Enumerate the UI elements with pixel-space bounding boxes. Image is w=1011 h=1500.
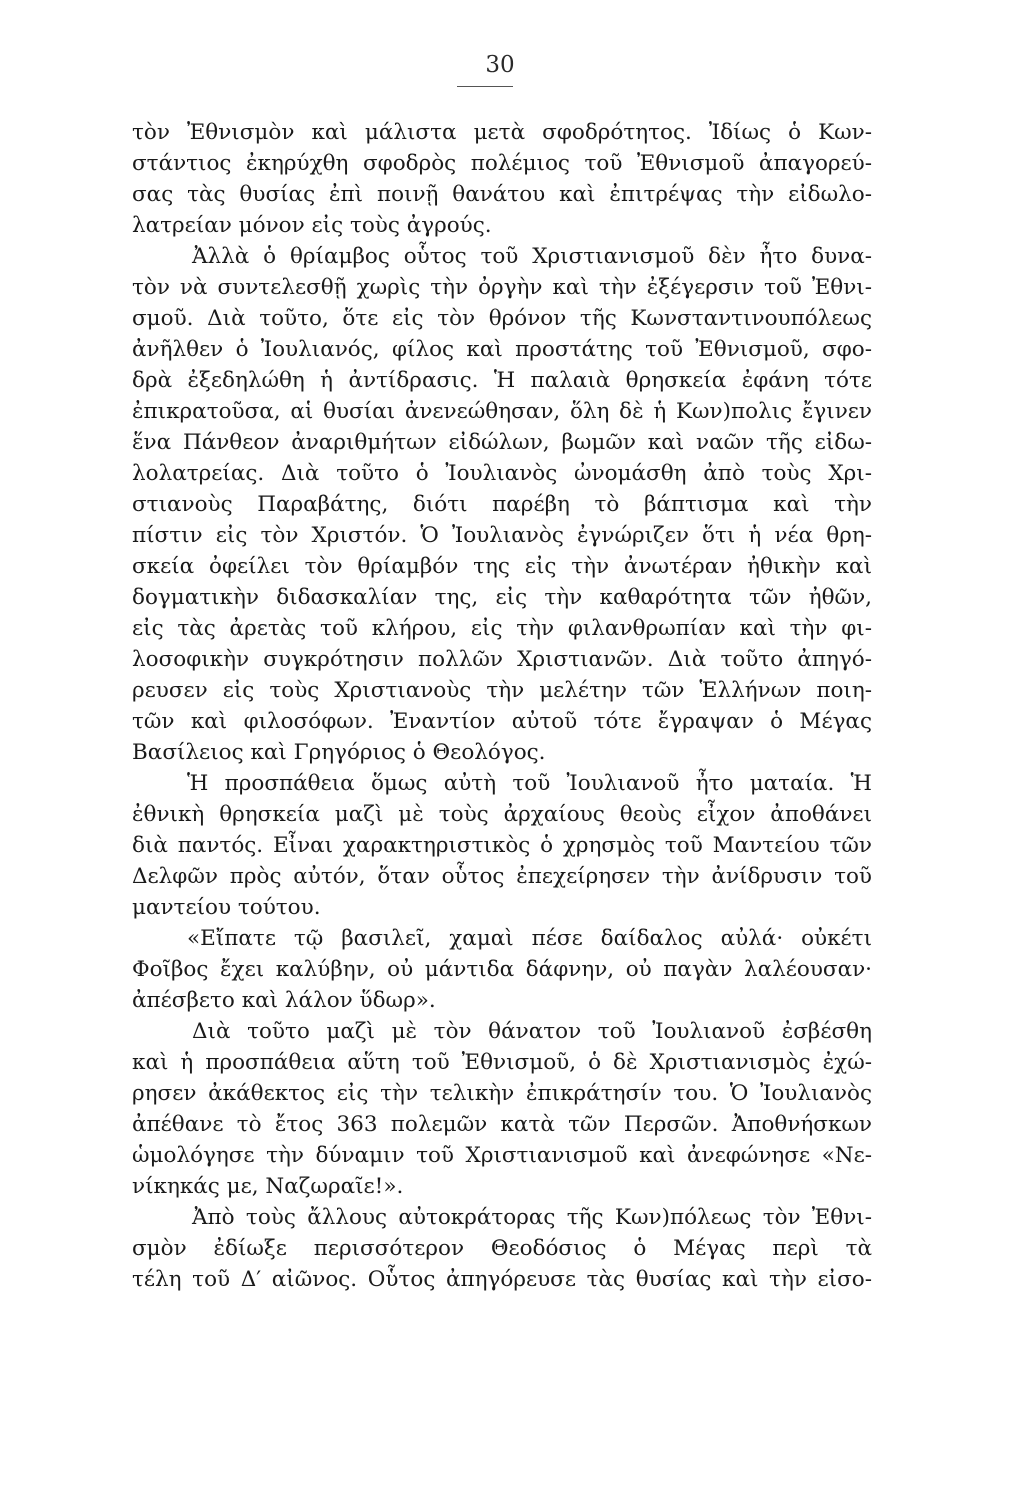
text-line: σμοῦ. Διὰ τοῦτο, ὅτε εἰς τὸν θρόνον τῆς Κωνσταντινουπόλεως bbox=[132, 306, 872, 331]
text-line: διὰ παντός. Εἶναι χαρακτηριστικὸς ὁ χρησμὸς τοῦ Μαντείου τῶν bbox=[132, 833, 872, 858]
text-line: ἕνα Πάνθεον ἀναριθμήτων εἰδώλων, βωμῶν καὶ ναῶν τῆς εἰδω- bbox=[132, 430, 872, 455]
text-line: Διὰ τοῦτο μαζὶ μὲ τὸν θάνατον τοῦ Ἰουλιανοῦ ἐσβέσθη bbox=[192, 1019, 872, 1044]
text-line: τῶν καὶ φιλοσόφων. Ἐναντίον αὐτοῦ τότε ἔγραψαν ὁ Μέγας bbox=[132, 709, 872, 734]
text-line: Δελφῶν πρὸς αὐτόν, ὅταν οὗτος ἐπεχείρησεν τὴν ἀνίδρυσιν τοῦ bbox=[132, 864, 872, 889]
quote-line: Φοῖβος ἔχει καλύβην, οὐ μάντιδα δάφνην, οὐ παγὰν λαλέουσαν· bbox=[132, 957, 872, 982]
text-line: σας τὰς θυσίας ἐπὶ ποινῇ θανάτου καὶ ἐπιτρέψας τὴν εἰδωλο- bbox=[132, 182, 872, 207]
text-line: δογματικὴν διδασκαλίαν της, εἰς τὴν καθαρότητα τῶν ἠθῶν, bbox=[132, 585, 872, 610]
text-line: ἀπέθανε τὸ ἔτος 363 πολεμῶν κατὰ τῶν Περσῶν. Ἀποθνήσκων bbox=[132, 1112, 872, 1137]
text-line: ρευσεν εἰς τοὺς Χριστιανοὺς τὴν μελέτην τῶν Ἑλλήνων ποιη- bbox=[132, 678, 872, 703]
text-line: στιανοὺς Παραβάτης, διότι παρέβη τὸ βάπτισμα καὶ τὴν bbox=[132, 492, 872, 517]
text-line: ἐθνικὴ θρησκεία μαζὶ μὲ τοὺς ἀρχαίους θεοὺς εἶχον ἀποθάνει bbox=[132, 802, 872, 827]
text-line: Ἡ προσπάθεια ὅμως αὐτὴ τοῦ Ἰουλιανοῦ ἦτο ματαία. Ἡ bbox=[187, 771, 872, 796]
text-line: ἐπικρατοῦσα, αἱ θυσίαι ἀνενεώθησαν, ὅλη δὲ ἡ Κων)πολις ἔγινεν bbox=[132, 399, 872, 424]
text-line: λοσοφικὴν συγκρότησιν πολλῶν Χριστιανῶν. Διὰ τοῦτο ἀπηγό- bbox=[132, 647, 872, 672]
text-line: σκεία ὀφείλει τὸν θρίαμβόν της εἰς τὴν ἀνωτέραν ἠθικὴν καὶ bbox=[132, 554, 872, 579]
text-line: Βασίλειος καὶ Γρηγόριος ὁ Θεολόγος. bbox=[132, 740, 546, 765]
text-line: λατρείαν μόνον εἰς τοὺς ἀγρούς. bbox=[132, 213, 492, 238]
text-line: τὸν νὰ συντελεσθῇ χωρὶς τὴν ὀργὴν καὶ τὴν ἐξέγερσιν τοῦ Ἐθνι- bbox=[132, 275, 872, 300]
text-line: ρησεν ἀκάθεκτος εἰς τὴν τελικὴν ἐπικράτησίν του. Ὁ Ἰουλιανὸς bbox=[132, 1081, 872, 1106]
text-line: νίκηκάς με, Ναζωραῖε!». bbox=[132, 1174, 404, 1199]
text-line: καὶ ἡ προσπάθεια αὕτη τοῦ Ἐθνισμοῦ, ὁ δὲ Χριστιανισμὸς ἐχώ- bbox=[132, 1050, 872, 1075]
text-line: τὸν Ἐθνισμὸν καὶ μάλιστα μετὰ σφοδρότητος. Ἰδίως ὁ Κων- bbox=[132, 120, 872, 145]
body-text bbox=[132, 117, 872, 1295]
text-line: δρὰ ἐξεδηλώθη ἡ ἀντίδρασις. Ἡ παλαιὰ θρησκεία ἐφάνη τότε bbox=[132, 368, 872, 393]
text-line: Ἀπὸ τοὺς ἄλλους αὐτοκράτορας τῆς Κων)πόλεως τὸν Ἐθνι- bbox=[192, 1205, 872, 1230]
text-line: λολατρείας. Διὰ τοῦτο ὁ Ἰουλιανὸς ὠνομάσθη ἀπὸ τοὺς Χρι- bbox=[132, 461, 872, 486]
text-line: σμὸν ἐδίωξε περισσότερον Θεοδόσιος ὁ Μέγας περὶ τὰ bbox=[132, 1236, 872, 1261]
quote-line: «Εἴπατε τῷ βασιλεῖ, χαμαὶ πέσε δαίδαλος αὐλά· οὐκέτι bbox=[187, 926, 872, 951]
quote-line: ἀπέσβετο καὶ λάλον ὕδωρ». bbox=[132, 988, 436, 1013]
text-line: ὡμολόγησε τὴν δύναμιν τοῦ Χριστιανισμοῦ καὶ ἀνεφώνησε «Νε- bbox=[132, 1143, 872, 1168]
text-line: μαντείου τούτου. bbox=[132, 895, 321, 920]
text-line: πίστιν εἰς τὸν Χριστόν. Ὁ Ἰουλιανὸς ἐγνώριζεν ὅτι ἡ νέα θρη- bbox=[132, 523, 872, 548]
text-line: στάντιος ἐκηρύχθη σφοδρὸς πολέμιος τοῦ Ἐθνισμοῦ ἀπαγορεύ- bbox=[132, 151, 872, 176]
text-line: Ἀλλὰ ὁ θρίαμβος οὗτος τοῦ Χριστιανισμοῦ δὲν ἦτο δυνα- bbox=[192, 244, 872, 269]
text-line: ἀνῆλθεν ὁ Ἰουλιανός, φίλος καὶ προστάτης τοῦ Ἐθνισμοῦ, σφο- bbox=[132, 337, 872, 362]
page-number-rule bbox=[457, 86, 513, 87]
text-line: τέλη τοῦ Δ′ αἰῶνος. Οὗτος ἀπηγόρευσε τὰς θυσίας καὶ τὴν εἰσο- bbox=[132, 1267, 872, 1292]
page-number: 30 bbox=[485, 52, 515, 78]
text-line: εἰς τὰς ἀρετὰς τοῦ κλήρου, εἰς τὴν φιλανθρωπίαν καὶ τὴν φι- bbox=[132, 616, 872, 641]
